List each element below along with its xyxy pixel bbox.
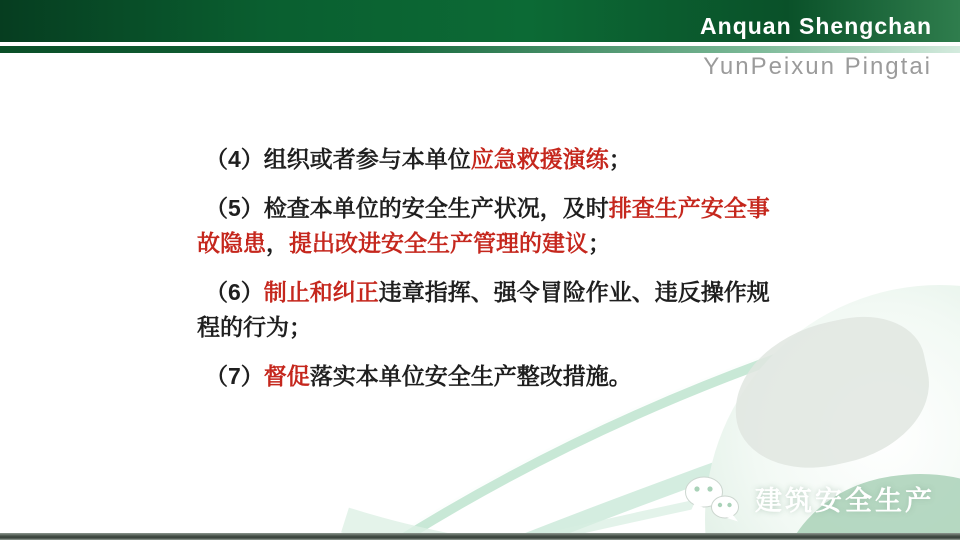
text-segment-highlight: 制止和纠正 [263, 279, 379, 305]
text-segment: （5）检查本单位的安全生产状况，及时 [205, 195, 609, 221]
content-area [197, 142, 775, 408]
text-segment-highlight: 提出改进安全生产管理的建议 [289, 230, 588, 256]
text-segment: ； [608, 146, 632, 172]
text-segment: ； [588, 230, 611, 256]
text-segment-highlight: 排查生产安全事故隐患 [197, 195, 770, 256]
wechat-badge [683, 474, 935, 522]
wechat-icon [683, 474, 741, 522]
text-segment: （4）组织或者参与本单位 [205, 146, 471, 172]
text-segment: 违章指挥、强令冒险作业、违反操作规程的行为； [197, 279, 770, 340]
brand-subtitle: YunPeixun Pingtai [703, 53, 932, 80]
header-divider-green [0, 46, 960, 53]
text-segment: （6） [205, 279, 264, 305]
text-segment: （7） [205, 363, 264, 389]
content-paragraph-4 [197, 142, 775, 177]
wechat-label: 建筑安全生产 [755, 485, 935, 516]
content-paragraph-6 [197, 275, 775, 345]
brand-title: Anquan Shengchan [700, 13, 932, 39]
bottom-bar [0, 533, 960, 540]
text-segment-highlight: 督促 [263, 363, 310, 389]
text-segment: 落实本单位安全生产整改措施。 [309, 363, 632, 389]
text-segment-highlight: 应急救援演练 [470, 146, 609, 172]
content-paragraph-5 [197, 191, 775, 261]
content-paragraph-7 [197, 359, 775, 394]
text-segment: ， [266, 230, 289, 256]
